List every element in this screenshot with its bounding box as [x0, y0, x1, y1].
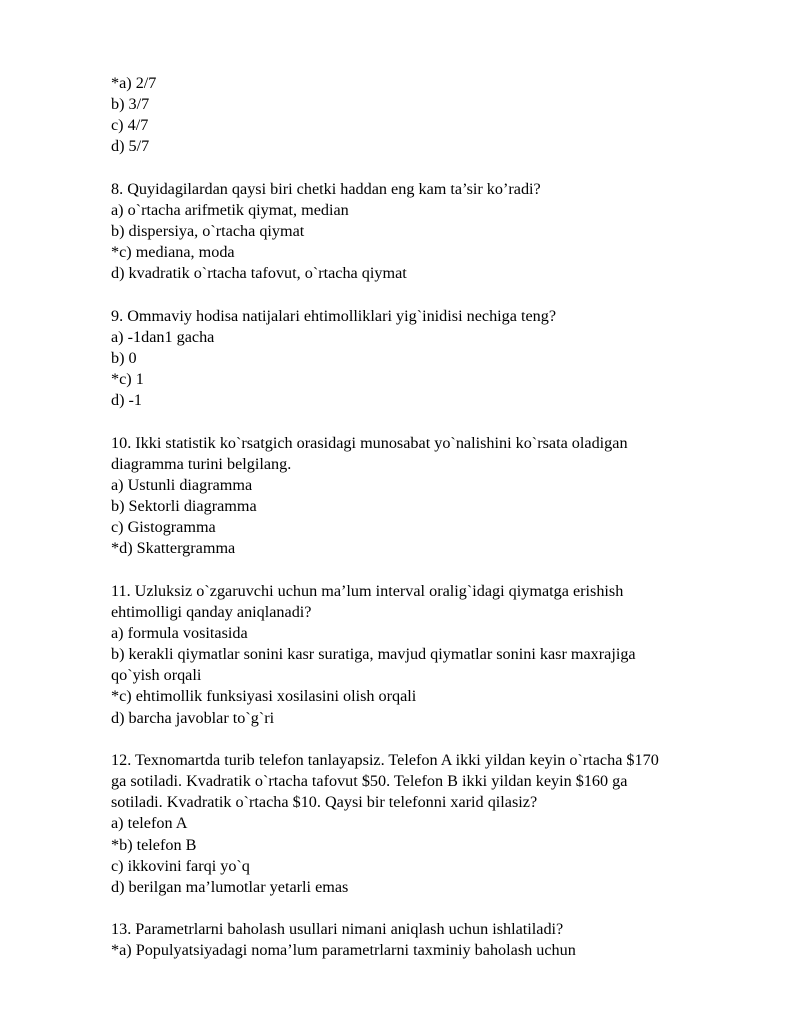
question-13: [111, 919, 761, 961]
answer-option-c: c) Gistogramma: [111, 518, 216, 537]
answer-option-c: c) 4/7: [111, 116, 149, 135]
answer-option-d: d) berilgan ma’lumotlar yetarli emas: [111, 877, 349, 896]
question-text: 8. Quyidagilardan qaysi biri chetki haddan eng kam ta’sir ko’radi?: [111, 179, 541, 198]
question-7-options: [111, 73, 761, 158]
question-text-line-1: 11. Uzluksiz o`zgaruvchi uchun ma’lum interval oralig`idagi qiymatga erishish: [111, 581, 624, 600]
answer-option-a: a) Ustunli diagramma: [111, 475, 253, 494]
answer-option-b-continued: qo`yish orqali: [111, 666, 202, 685]
answer-option-a: a) telefon A: [111, 814, 188, 833]
answer-option-c: *c) ehtimollik funksiyasi xosilasini olish orqali: [111, 687, 417, 706]
question-text-line-2: ehtimolligi qanday aniqlanadi?: [111, 602, 312, 621]
answer-option-b: b) Sektorli diagramma: [111, 497, 257, 516]
answer-option-d: *d) Skattergramma: [111, 539, 236, 558]
question-10: [111, 433, 761, 560]
answer-option-b: b) 0: [111, 349, 137, 367]
answer-option-d: d) barcha javoblar to`g`ri: [111, 708, 275, 727]
question-8: [111, 179, 761, 285]
answer-option-c: *c) mediana, moda: [111, 243, 235, 262]
answer-option-d: d) -1: [111, 391, 143, 410]
question-9: [111, 306, 761, 412]
answer-option-a: *a) Populyatsiyadagi noma’lum parametrlarni taxminiy baholash uchun: [111, 941, 576, 960]
document-page: [111, 73, 761, 983]
answer-option-a: *a) 2/7: [111, 74, 157, 92]
question-text-line-2: ga sotiladi. Kvadratik o`rtacha tafovut $50. Telefon B ikki yildan keyin $160 ga: [111, 772, 628, 791]
answer-option-b: *b) telefon B: [111, 835, 197, 854]
answer-option-b: b) dispersiya, o`rtacha qiymat: [111, 222, 305, 241]
answer-option-c: c) ikkovini farqi yo`q: [111, 856, 250, 875]
question-12: [111, 750, 761, 898]
answer-option-d: d) kvadratik o`rtacha tafovut, o`rtacha qiymat: [111, 264, 407, 283]
answer-option-b: b) kerakli qiymatlar sonini kasr suratiga, mavjud qiymatlar sonini kasr maxrajiga: [111, 645, 636, 664]
question-text-line-3: sotiladi. Kvadratik o`rtacha $10. Qaysi bir telefonni xarid qilasiz?: [111, 793, 538, 812]
question-text-line-2: diagramma turini belgilang.: [111, 454, 292, 473]
question-text: 9. Ommaviy hodisa natijalari ehtimolliklari yig`inidisi nechiga teng?: [111, 306, 557, 325]
answer-option-b: b) 3/7: [111, 95, 150, 114]
question-text: 13. Parametrlarni baholash usullari nimani aniqlash uchun ishlatiladi?: [111, 920, 564, 939]
answer-option-c: *c) 1: [111, 370, 144, 389]
answer-option-a: a) formula vositasida: [111, 624, 248, 642]
question-11: [111, 581, 761, 729]
answer-option-a: a) o`rtacha arifmetik qiymat, median: [111, 200, 349, 219]
question-text-line-1: 10. Ikki statistik ko`rsatgich orasidagi munosabat yo`nalishini ko`rsata oladigan: [111, 433, 628, 452]
answer-option-d: d) 5/7: [111, 137, 150, 156]
answer-option-a: a) -1dan1 gacha: [111, 327, 215, 346]
question-text-line-1: 12. Texnomartda turib telefon tanlayapsiz. Telefon A ikki yildan keyin o`rtacha $170: [111, 750, 659, 769]
